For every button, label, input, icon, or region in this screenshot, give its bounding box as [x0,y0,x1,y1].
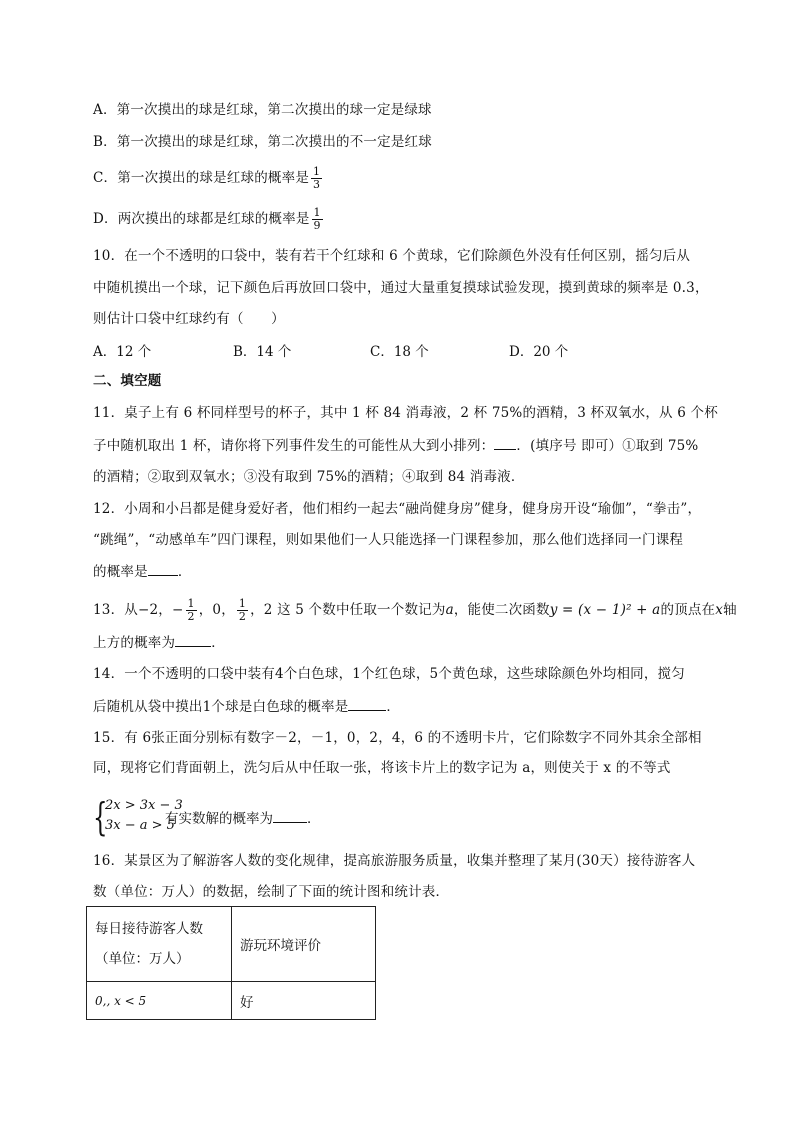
q13-mid2: ，2 这 5 个数中任取一个数记为 [250,602,446,618]
q14-line-2-pre: 后随机从袋中摸出1个球是白色球的概率是 [93,699,349,715]
header-visitors-line-1: 每日接待游客人数 [95,921,203,937]
fraction-one-ninth: $\frac{1}{9}$ [313,206,321,232]
q12-line-2: “跳绳”，“动感单车”四门课程，则如果他们一人只能选择一门课程参加，那么他们选择同一门课程 [93,532,684,548]
q10-option-b: B．14 个 [233,344,292,360]
q13-line-2 [93,632,703,653]
fraction-one-third: $\frac{1}{3}$ [313,165,321,191]
q10-option-c: C．18 个 [370,344,429,360]
q12-line-3 [93,561,703,582]
answer-blank [273,808,307,823]
q14-line-2 [93,696,703,717]
brace-symbol: { [93,795,108,839]
header-visitors-line-2: （单位：万人） [95,951,190,967]
q11-line-2-pre: 子中随机取出 1 杯，请你将下列事件发生的可能性从大到小排列： [93,438,495,454]
q9-option-d [93,207,703,232]
q11-line-3: 的酒精；②取到双氧水；③没有取到 75%的酒精；④取到 84 消毒液． [93,469,525,485]
q10-option-a: A．12 个 [93,344,152,360]
q9-option-c [93,166,703,191]
section-title: 二、填空题 [93,373,162,389]
q10-options [93,340,693,360]
inequality-1: 2x > 3x − 3 [105,798,183,813]
q12-line-1: 12．小周和小吕都是健身爱好者，他们相约一起去“融尚健身房”健身，健身房开设“瑜伽”，“拳击”， [93,501,702,517]
q11-line-2-post: ．(填序号 即可）①取到 75% [516,438,699,454]
answer-blank [494,435,516,450]
table-row [87,982,376,1020]
table-header-row [87,907,376,982]
answer-blank [175,632,211,647]
answer-blank [148,561,178,576]
q12-line-3-post: ． [177,564,192,580]
q9-option-b: B．第一次摸出的球是红球，第二次摸出的不一定是红球 [93,134,432,150]
q10-line-3: 则估计口袋中红球约有（ ） [93,311,285,327]
q10-line-2: 中随机摸出一个球，记下颜色后再放回口袋中，通过大量重复摸球试验发现，摸到黄球的频率是 0.3， [93,280,709,296]
variable-a: a [445,602,454,618]
q10-option-d: D．20 个 [509,344,569,360]
q13-pre: 13．从−2，− [93,602,184,618]
q15-tail-pre: 有实数解的概率为 [165,811,273,827]
q13-mid4: 的顶点在 [660,602,716,618]
visitor-stat-table [86,906,376,1020]
q16-line-1: 16．某景区为了解游客人数的变化规律，提高旅游服务质量，收集并整理了某月(30天）接待游客人 [93,853,696,869]
table-header-evaluation: 游玩环境评价 [232,907,376,982]
answer-blank [348,696,386,711]
q13-line-1 [93,597,737,623]
q13-mid3: ，能使二次函数 [453,602,550,618]
q15-line-1: 15．有 6张正面分别标有数字－2，－1，0，2，4，6 的不透明卡片，它们除数字不同外其余全部相 [93,730,702,746]
q13-line-2-post: ． [211,635,225,651]
q14-line-1: 14．一个不透明的口袋中装有4个白色球，1个红色球，5个黄色球，这些球除颜色外均相同，搅匀 [93,666,685,682]
inequality-system [93,796,413,846]
table-cell-evaluation: 好 [232,982,376,1020]
q9-option-a: A．第一次摸出的球是红球，第二次摸出的球一定是绿球 [93,102,432,118]
q13-mid1: ，0， [198,602,235,618]
q9-option-c-text: C．第一次摸出的球是红球的概率是 [93,170,310,186]
table-cell-range: 0,, x < 5 [87,982,232,1020]
q15-tail-post: ． [307,811,321,827]
variable-x: x [715,602,724,618]
q9-option-d-text: D．两次摸出的球都是红球的概率是 [93,211,310,227]
q15-tail [165,807,321,827]
q13-post: 轴 [723,602,737,618]
quadratic-function: y = (x − 1)² + a [549,602,661,618]
fraction-one-half: $\frac{1}{2}$ [238,597,247,623]
q15-line-2: 同，现将它们背面朝上，洗匀后从中任取一张，将该卡片上的数字记为 a，则使关于 x 的不等式 [93,760,671,776]
inequality-2: 3x − a > 5 [105,818,175,833]
q12-line-3-pre: 的概率是 [93,564,148,580]
table-header-visitors [87,907,232,982]
q14-line-2-post: ． [386,699,401,715]
q10-line-1: 10．在一个不透明的口袋中，装有若干个红球和 6 个黄球，它们除颜色外没有任何区别，摇匀后从 [93,248,691,264]
q13-line-2-pre: 上方的概率为 [93,635,176,651]
q11-line-1: 11．桌子上有 6 杯同样型号的杯子，其中 1 杯 84 消毒液，2 杯 75%的酒精，3 杯双氧水，从 6 个杯 [93,405,718,421]
fraction-one-half: $\frac{1}{2}$ [187,597,195,623]
q11-line-2 [93,435,703,456]
q16-line-2: 数（单位：万人）的数据，绘制了下面的统计图和统计表． [93,884,450,900]
